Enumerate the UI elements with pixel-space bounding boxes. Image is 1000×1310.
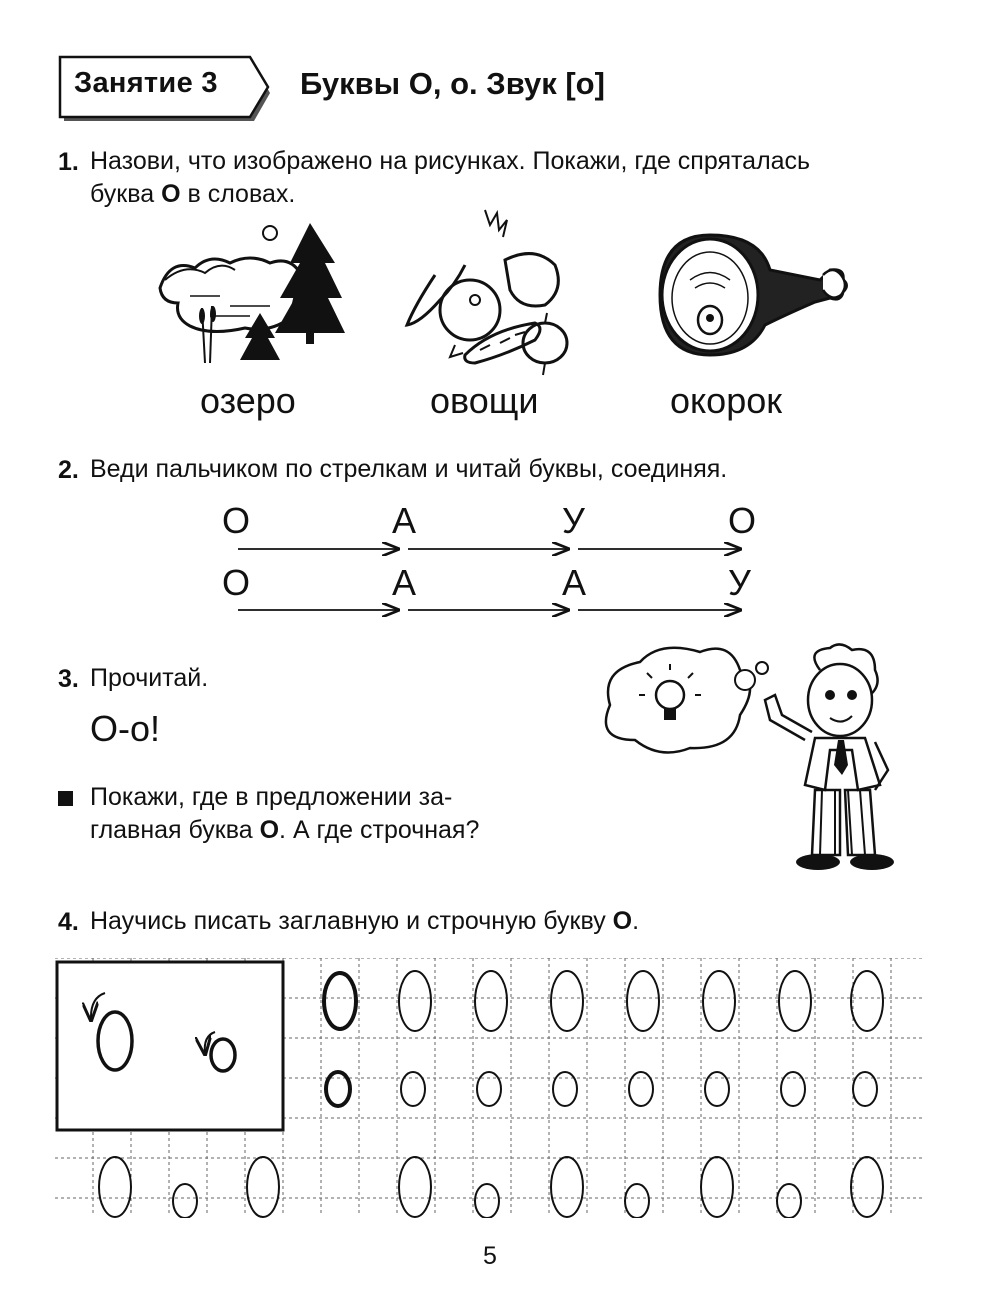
task4-text-pre: Научись писать заглавную и строчную букву <box>90 907 613 935</box>
row1-letter-1: О <box>222 500 251 541</box>
task3-sentence: О-о! <box>90 708 161 749</box>
reading-arrows <box>230 538 750 618</box>
lake-picture <box>150 218 350 370</box>
boy-figure <box>765 644 894 870</box>
word-ovoshchi: овощи <box>430 380 539 421</box>
task1-text-bold: О <box>161 180 181 208</box>
lesson-title: Буквы О, о. Звук [о] <box>300 66 605 101</box>
task3-bullet-pre: главная буква <box>90 816 260 844</box>
task4-text-post: . <box>632 907 640 935</box>
ham-picture <box>655 230 855 360</box>
task3-number: 3. <box>58 665 79 693</box>
thinking-boy-illustration <box>590 640 900 880</box>
task3-bullet-line2 <box>90 814 479 847</box>
row2-letter-2: А <box>392 562 417 603</box>
row2-letter-1: О <box>222 562 251 603</box>
row2-letter-3: А <box>562 562 587 603</box>
task1-number: 1. <box>58 148 79 176</box>
task3-text: Прочитай. <box>90 664 209 692</box>
task2-text: Веди пальчиком по стрелкам и читай буквы, соединяя. <box>90 455 728 483</box>
word-ozero: озеро <box>200 380 296 421</box>
task4-text-bold: О <box>612 907 633 935</box>
square-bullet-icon <box>58 791 73 806</box>
mixed-tracing-row <box>99 1157 883 1218</box>
task1-text-line2 <box>90 178 295 211</box>
task4-number: 4. <box>58 908 79 936</box>
row1-letter-2: А <box>392 500 417 541</box>
row1-letter-3: У <box>562 500 585 541</box>
vegetables-picture <box>395 205 580 380</box>
thought-bubble <box>606 648 750 753</box>
row2-letter-4: У <box>728 562 751 603</box>
task3-bullet-post: . А где строчная? <box>279 816 480 844</box>
task3-bullet-bold: О <box>259 816 280 844</box>
row1-letter-4: О <box>728 500 757 541</box>
task1-text-line1: Назови, что изображено на рисунках. Покажи, где спряталась <box>90 147 811 175</box>
uppercase-tracing-row <box>324 971 883 1031</box>
page-number: 5 <box>483 1242 497 1270</box>
lowercase-tracing-row <box>326 1072 877 1106</box>
lesson-label: Занятие 3 <box>74 67 218 99</box>
writing-grid <box>55 958 930 1218</box>
task1-text-post: в словах. <box>180 180 296 208</box>
word-okorok: окорок <box>670 380 782 421</box>
task4-text <box>90 905 639 938</box>
example-box <box>57 962 283 1130</box>
task2-number: 2. <box>58 456 79 484</box>
task3-bullet-line1: Покажи, где в предложении за- <box>90 783 453 811</box>
task1-text-pre: буква <box>90 180 162 208</box>
